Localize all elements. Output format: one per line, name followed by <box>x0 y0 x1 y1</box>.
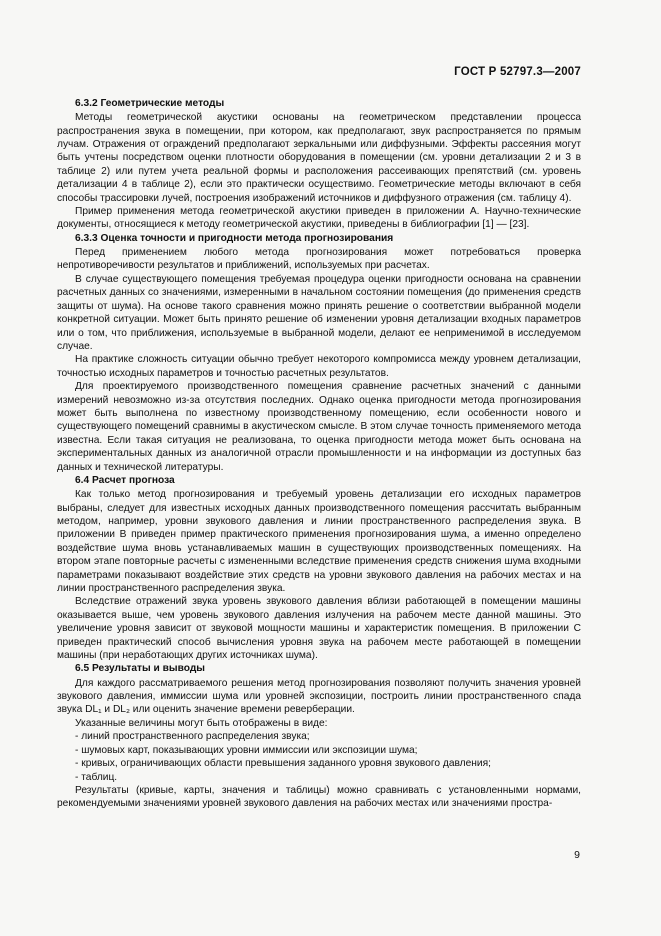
paragraph: Результаты (кривые, карты, значения и таблицы) можно сравнивать с установленными нормами, рекомендуемыми значениями уровней звукового давления на рабочих местах или значениями простра- <box>57 784 581 810</box>
paragraph: Для каждого рассматриваемого решения метод прогнозирования позволяют получить значения уровней звукового давления, иммиссии шума или уровней экспозиции, построить линии пространственного спада звука DL₁ и DL₂ или оценить значение времени реверберации. <box>57 677 581 716</box>
paragraph: Указанные величины могут быть отображены в виде: <box>75 717 328 729</box>
paragraph: Методы геометрической акустики основаны на геометрическом представлении процесса распространения звука в помещении, при котором, как предполагают, звук распространяется по прямым лучам. Отражения от ограждений предполагают зеркальными или диффузными. Эффекты рассеяния могут быть учтены посредством оценки плотности оборудования в помещении (см. уровни детализации 2 и 3 в таблице 2) или путем учета реальной формы и расположения рассеивающих препятствий (см. уровень детализации 4 в таблице 2), если это практически осуществимо. Геометрические методы включают в себя способы трассировки лучей, построения изображений источников и диффузного отражения (см. таблицу 4). <box>57 112 581 204</box>
paragraph: Перед применением любого метода прогнозирования может потребоваться проверка непротиворечивости результатов и приближений, используемых при расчетах. <box>57 247 581 272</box>
list-item: - кривых, ограничивающих области превышения заданного уровня звукового давления; <box>57 757 581 770</box>
paragraph: На практике сложность ситуации обычно требует некоторого компромисса между уровнем детализации, точностью исходных параметров и точностью расчетных результатов. <box>57 354 581 379</box>
paragraph: Вследствие отражений звука уровень звукового давления вблизи работающей в помещении машины оказывается выше, чем уровень звукового давления излучения на рабочем месте данной машины. Это увеличение уровня зависит от звуковой мощности машины и характеристик помещения. В приложении С приведен практический способ вычисления уровня звука на рабочем месте работающей в помещении машины (при неработающих других источниках шума). <box>57 596 581 662</box>
page-content <box>57 97 581 811</box>
paragraph: Пример применения метода геометрической акустики приведен в приложении А. Научно-технические документы, относящиеся к методу геометрической акустики, приведены в библиографии [1] — [23]. <box>57 206 581 231</box>
document-code: ГОСТ Р 52797.3—2007 <box>454 66 581 78</box>
list-item: - линий пространственного распределения звука; <box>57 730 581 743</box>
section-heading-6-5: 6.5 Результаты и выводы <box>75 663 205 675</box>
page-number: 9 <box>574 849 580 861</box>
section-heading-6-3-2: 6.3.2 Геометрические методы <box>75 98 225 109</box>
paragraph: Для проектируемого производственного помещения сравнение расчетных значений с данными измерений невозможно из-за отсутствия последних. Однако оценка пригодности метода прогнозирования может быть выполнена по известному производственному помещению, если особенности нового и существующего помещений сравнимы в акустическом смысле. В этом случае точность применяемого метода известна. Если такая ситуация не реализована, то оценка пригодности метода может быть основана на экспериментальных данных из аналогичной отрасли промышленности и на информации из доступных баз данных и технической литературы. <box>57 381 581 473</box>
bullet-list <box>57 730 581 784</box>
paragraph: Как только метод прогнозирования и требуемый уровень детализации его исходных параметров выбраны, следует для известных исходных данных производственного помещения рассчитать выбранным методом, например, уровни звукового давления и линии пространственного распределения звука. В приложении В приведен пример практического применения прогнозирования шума, а именно определено воздействие шума вновь устанавливаемых машин в существующих производственных помещениях. На втором этапе повторные расчеты с измененными вследствие применения средств снижения шума входными параметрами показывают воздействие этих средств на уровни звукового давления на рабочих местах и на линии пространственного распределения звука. <box>57 489 581 595</box>
list-item: - шумовых карт, показывающих уровни иммиссии или экспозиции шума; <box>57 744 581 757</box>
paragraph: В случае существующего помещения требуемая процедура оценки пригодности основана на сравнении расчетных данных со значениями, измеренными в начальном состоянии помещения (до применения средств защиты от шума). На основе такого сравнения можно принять решение о соответствии выбранной модели конкретной ситуации. Может быть принято решение об изменении уровня детализации входных параметров или о том, что приближения, используемые в выбранной модели, делают ее неприменимой в исследуемом случае. <box>57 273 581 352</box>
section-heading-6-3-3: 6.3.3 Оценка точности и пригодности метода прогнозирования <box>75 232 394 244</box>
list-item: - таблиц. <box>57 771 581 784</box>
section-heading-6-4: 6.4 Расчет прогноза <box>75 474 175 486</box>
